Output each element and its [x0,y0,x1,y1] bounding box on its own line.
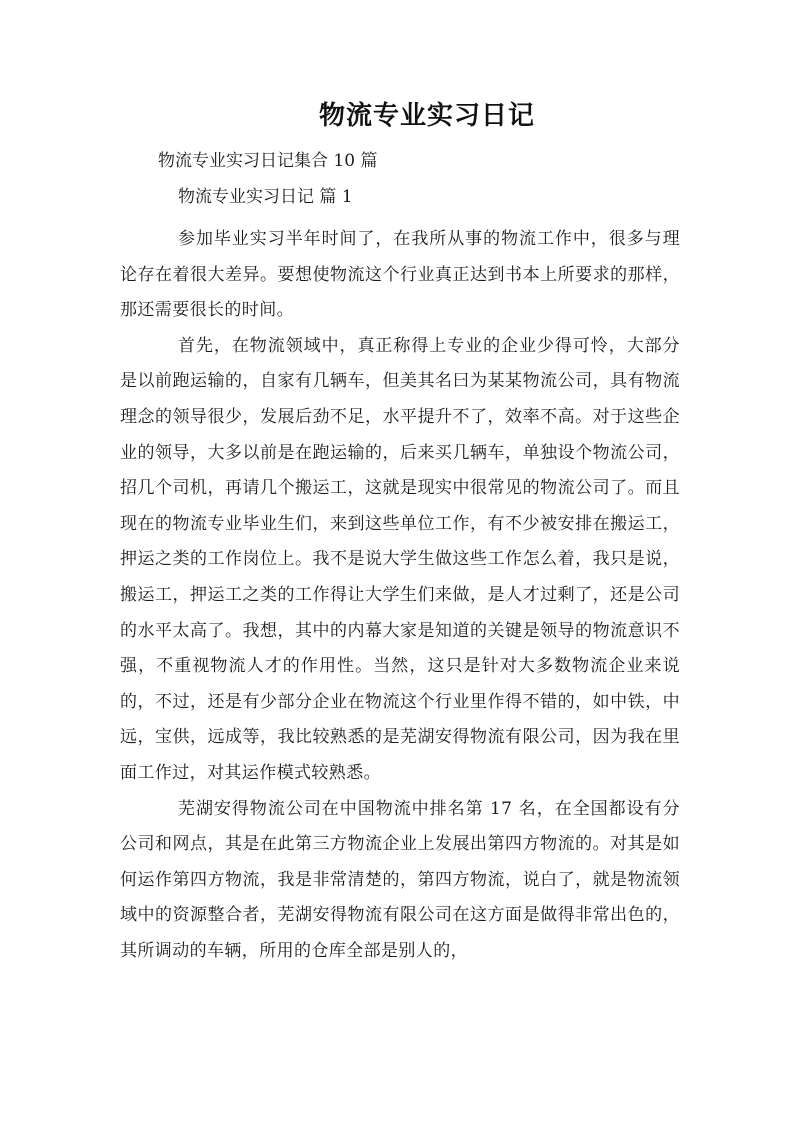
body-text [120,222,680,969]
paragraph-1: 参加毕业实习半年时间了，在我所从事的物流工作中，很多与理论存在着很大差异。要想使物流这个行业真正达到书本上所要求的那样，那还需要很长的时间。 [120,229,680,321]
paragraph-3: 芜湖安得物流公司在中国物流中排名第 17 名，在全国都设有分公司和网点，其是在此第三方物流企业上发展出第四方物流的。对其是如何运作第四方物流，我是非常清楚的，第四方物流，说白了，就是物流领域中的资源整合者，芜湖安得物流有限公司在这方面是做得非常出色的，其所调动的车辆，所用的仓库全部是别人的， [120,798,680,961]
document-title: 物流专业实习日记 [318,101,535,131]
paragraph-2: 首先，在物流领域中，真正称得上专业的企业少得可怜，大部分是以前跑运输的，自家有几辆车，但美其名曰为某某物流公司，具有物流理念的领导很少，发展后劲不足，水平提升不了，效率不高。对于这些企业的领导，大多以前是在跑运输的，后来买几辆车，单独设个物流公司，招几个司机，再请几个搬运工，这就是现实中很常见的物流公司了。而且现在的物流专业毕业生们，来到这些单位工作，有不少被安排在搬运工，押运之类的工作岗位上。我不是说大学生做这些工作怎么着，我只是说，搬运工，押运工之类的工作得让大学生们来做，是人才过剩了，还是公司的水平太高了。我想，其中的内幕大家是知道的关键是领导的物流意识不强，不重视物流人才的作用性。当然，这只是针对大多数物流企业来说的，不过，还是有少部分企业在物流这个行业里作得不错的，如中铁，中远，宝供，远成等，我比较熟悉的是芜湖安得物流有限公司，因为我在里面工作过，对其运作模式较熟悉。 [120,335,680,783]
document-subtitle: 物流专业实习日记集合 10 篇 [158,151,378,171]
section-heading: 物流专业实习日记 篇 1 [178,187,353,207]
